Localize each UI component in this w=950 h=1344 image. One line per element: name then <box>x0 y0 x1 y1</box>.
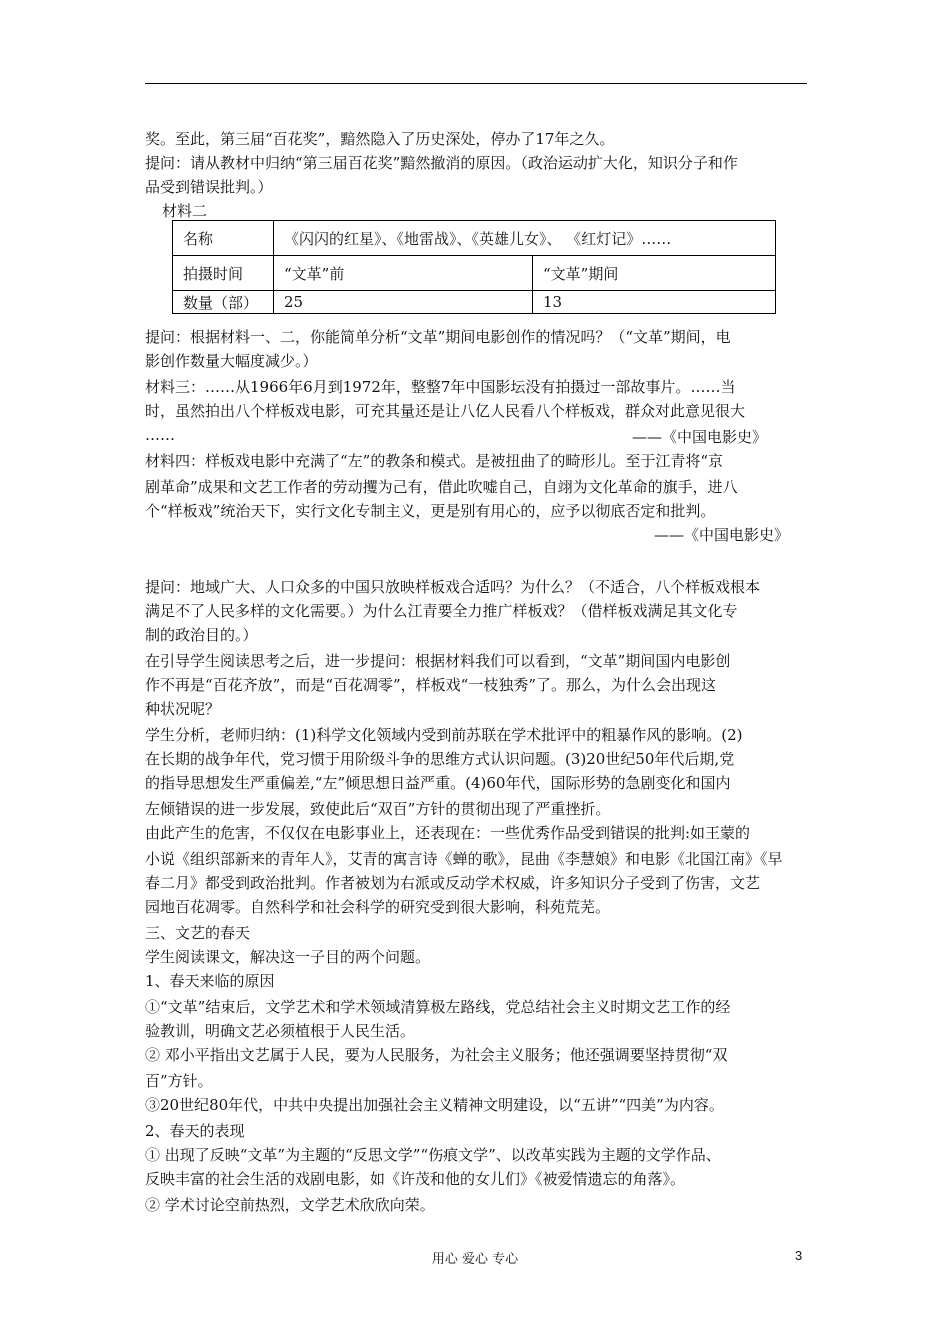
text-line: 小说《组织部新来的青年人》，艾青的寓言诗《蝉的歌》，昆曲《李慧娘》和电影《北国江南》《早 <box>145 850 783 868</box>
text-line: 春二月》都受到政治批判。作者被划为右派或反动学术权威，许多知识分子受到了伤害，文艺 <box>145 874 761 892</box>
text-line: 提问：根据材料一、二，你能简单分析“文革”期间电影创作的情况吗？（“文革”期间，电 <box>145 328 731 346</box>
text-line: 个“样板戏”统治天下，实行文化专制主义，更是别有用心的，应予以彻底否定和批判。 <box>145 502 716 520</box>
text-line: 种状况呢？ <box>145 700 221 718</box>
text-line: 作不再是“百花齐放”，而是“百花凋零”，样板戏“一枝独秀”了。那么，为什么会出现这 <box>145 676 717 694</box>
table-cell: 数量（部） <box>173 291 274 314</box>
source-citation: ——《中国电影史》 <box>632 428 768 446</box>
table-cell: 拍摄时间 <box>173 256 274 291</box>
subsection-heading: 1、春天来临的原因 <box>145 972 275 990</box>
text-line: 验教训，明确文艺必须植根于人民生活。 <box>145 1022 416 1040</box>
text-line: ①“文革”结束后，文学艺术和学术领域清算极左路线，党总结社会主义时期文艺工作的经 <box>145 998 731 1016</box>
text-line: 园地百花凋零。自然科学和社会科学的研究受到很大影响，科苑荒芜。 <box>145 898 611 916</box>
material-heading: 材料二 <box>162 202 208 220</box>
table-row <box>173 221 776 256</box>
table-cell: “文革”期间 <box>533 256 776 291</box>
table-cell: 25 <box>274 291 533 314</box>
text-line: 在长期的战争年代，党习惯于用阶级斗争的思维方式认识问题。(3)20世纪50年代后期,党 <box>145 750 735 768</box>
text-line: 品受到错误批判。） <box>145 178 273 196</box>
text-line: 材料三：……从1966年6月到1972年，整整7年中国影坛没有拍摄过一部故事片。……当 <box>145 378 736 396</box>
text-line: 反映丰富的社会生活的戏剧电影，如《许茂和他的女儿们》《被爱情遗忘的角落》。 <box>145 1170 686 1188</box>
text-line: 提问：请从教材中归纳“第三届百花奖”黯然撤消的原因。（政治运动扩大化，知识分子和作 <box>145 154 738 172</box>
text-line: 奖。至此，第三届“百花奖”，黯然隐入了历史深处，停办了17年之久。 <box>145 130 615 148</box>
text-line: 提问：地域广大、人口众多的中国只放映样板戏合适吗？为什么？（不适合，八个样板戏根本 <box>145 578 761 596</box>
text-line: 的指导思想发生严重偏差,“左”倾思想日益严重。(4)60年代，国际形势的急剧变化和国内 <box>145 774 731 792</box>
page-number: 3 <box>795 1248 803 1263</box>
text-line: 在引导学生阅读思考之后，进一步提问：根据材料我们可以看到，“文革”期间国内电影创 <box>145 652 731 670</box>
section-heading: 三、文艺的春天 <box>145 924 251 942</box>
subsection-heading: 2、春天的表现 <box>145 1122 245 1140</box>
text-line: ① 出现了反映“文革”为主题的“反思文学”“伤痕文学”、以改革实践为主题的文学作品、 <box>145 1146 721 1164</box>
text-line: 满足不了人民多样的文化需要。）为什么江青要全力推广样板戏？（借样板戏满足其文化专 <box>145 602 738 620</box>
text-line: 影创作数量大幅度减少。） <box>145 352 318 370</box>
text-line: 百”方针。 <box>145 1072 213 1090</box>
text-line: ② 学术讨论空前热烈，文学艺术欣欣向荣。 <box>145 1196 435 1214</box>
page-footer: 用心 爱心 专心 <box>431 1252 519 1267</box>
text-line: 左倾错误的进一步发展，致使此后“双百”方针的贯彻出现了严重挫折。 <box>145 800 611 818</box>
table-row <box>173 256 776 291</box>
text-line: 由此产生的危害，不仅仅在电影事业上，还表现在：一些优秀作品受到错误的批判:如王蒙的 <box>145 824 751 842</box>
table-cell: 《闪闪的红星》、《地雷战》、《英雄儿女》、 《红灯记》…… <box>274 221 776 256</box>
table-cell: 13 <box>533 291 776 314</box>
text-line: 材料四：样板戏电影中充满了“左”的教条和模式。是被扭曲了的畸形儿。至于江青将“京 <box>145 452 724 470</box>
source-citation: ——《中国电影史》 <box>654 526 790 544</box>
film-table <box>172 220 776 314</box>
text-line: 学生阅读课文，解决这一子目的两个问题。 <box>145 948 431 966</box>
text-line: ③20世纪80年代，中共中央提出加强社会主义精神文明建设，以“五讲”“四美”为内容。 <box>145 1096 724 1114</box>
text-line: 制的政治目的。） <box>145 626 258 644</box>
text-line: 学生分析，老师归纳：(1)科学文化领域内受到前苏联在学术批评中的粗暴作风的影响。(2) <box>145 726 743 744</box>
table-cell: “文革”前 <box>274 256 533 291</box>
text-line: 剧革命”成果和文艺工作者的劳动攫为己有，借此吹嘘自己，自翊为文化革命的旗手，进八 <box>145 478 738 496</box>
text-line: ② 邓小平指出文艺属于人民，要为人民服务，为社会主义服务；他还强调要坚持贯彻“双 <box>145 1046 728 1064</box>
text-line: …… <box>145 426 175 444</box>
table-row <box>173 291 776 314</box>
text-line: 时，虽然拍出八个样板戏电影，可充其量还是让八亿人民看八个样板戏，群众对此意见很大 <box>145 402 746 420</box>
table-cell: 名称 <box>173 221 274 256</box>
header-rule <box>145 83 807 84</box>
